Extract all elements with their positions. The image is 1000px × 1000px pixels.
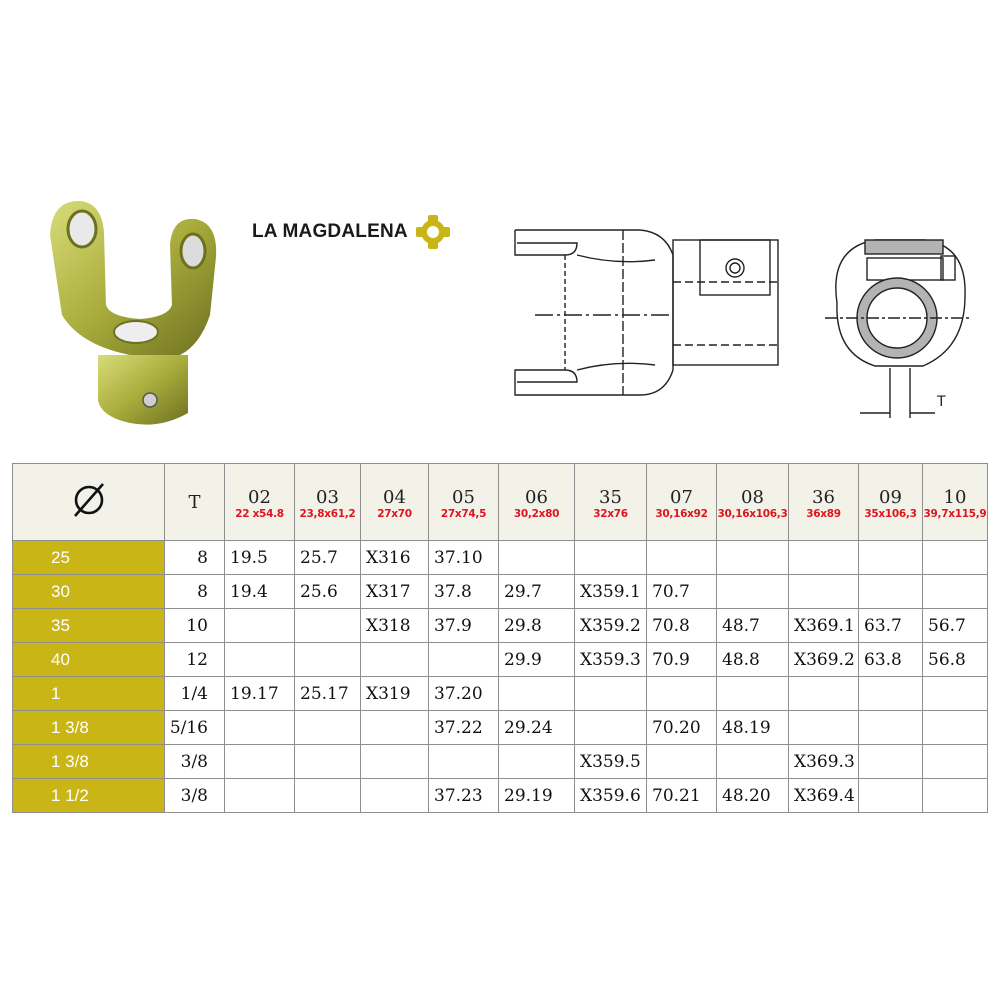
t-cell: 3/8	[165, 779, 225, 813]
col-code: 36	[812, 487, 835, 508]
col-code: 03	[316, 487, 339, 508]
col-code: 08	[741, 487, 764, 508]
col-code: 06	[525, 487, 548, 508]
table-cell: X369.2	[789, 643, 859, 677]
col-header	[575, 464, 647, 541]
table-cell: 56.8	[923, 643, 988, 677]
diameter-cell: 1 1/2	[13, 779, 165, 813]
col-header	[859, 464, 923, 541]
table-cell	[859, 677, 923, 711]
col-dim: 39,7x115,9	[923, 508, 987, 520]
table-cell: 19.17	[225, 677, 295, 711]
table-row	[13, 677, 988, 711]
table-cell: 37.23	[429, 779, 499, 813]
table-cell: X369.4	[789, 779, 859, 813]
table-cell: 37.8	[429, 575, 499, 609]
col-dim: 30,16x106,3	[717, 508, 788, 520]
col-header	[361, 464, 429, 541]
table-cell	[923, 677, 988, 711]
table-cell	[859, 711, 923, 745]
col-dim: 32x76	[593, 508, 628, 520]
col-header	[499, 464, 575, 541]
table-cell: X317	[361, 575, 429, 609]
table-cell	[789, 575, 859, 609]
t-cell: 5/16	[165, 711, 225, 745]
table-cell	[361, 643, 429, 677]
table-cell	[647, 541, 717, 575]
table-cell	[429, 745, 499, 779]
table-cell: 37.22	[429, 711, 499, 745]
table-cell	[923, 575, 988, 609]
table-cell	[575, 677, 647, 711]
col-code: 10	[943, 487, 967, 508]
table-cell: 37.10	[429, 541, 499, 575]
diameter-cell: 1 3/8	[13, 745, 165, 779]
table-cell	[225, 609, 295, 643]
col-header	[647, 464, 717, 541]
col-header	[295, 464, 361, 541]
side-view-drawing	[505, 210, 785, 415]
table-cell: X359.1	[575, 575, 647, 609]
table-cell	[789, 677, 859, 711]
table-cell	[225, 745, 295, 779]
table-cell: 70.9	[647, 643, 717, 677]
table-cell	[923, 745, 988, 779]
table-cell: 63.8	[859, 643, 923, 677]
dimension-label: T	[937, 394, 946, 410]
table-cell	[717, 575, 789, 609]
table-cell	[859, 745, 923, 779]
table-cell: 19.4	[225, 575, 295, 609]
header-row	[13, 464, 988, 541]
table-cell	[859, 779, 923, 813]
table-cell	[499, 677, 575, 711]
brand-name: LA MAGDALENA	[252, 221, 408, 242]
table-cell: X369.3	[789, 745, 859, 779]
table-cell	[575, 541, 647, 575]
cross-ring-logo	[416, 215, 450, 249]
table-cell: 48.20	[717, 779, 789, 813]
table-row	[13, 541, 988, 575]
col-header	[225, 464, 295, 541]
table-cell: 63.7	[859, 609, 923, 643]
table-cell	[717, 677, 789, 711]
table-cell	[499, 745, 575, 779]
col-code: 04	[383, 487, 406, 508]
col-header	[789, 464, 859, 541]
t-cell: 3/8	[165, 745, 225, 779]
table-cell	[717, 541, 789, 575]
table-cell: 37.9	[429, 609, 499, 643]
t-cell: 8	[165, 575, 225, 609]
t-cell: 10	[165, 609, 225, 643]
table-cell: 29.7	[499, 575, 575, 609]
table-cell	[295, 609, 361, 643]
table-cell: 70.8	[647, 609, 717, 643]
table-cell: X359.2	[575, 609, 647, 643]
table-cell	[923, 779, 988, 813]
table-cell	[295, 779, 361, 813]
table-row	[13, 745, 988, 779]
col-dim: 22 x54.8	[235, 508, 284, 520]
table-cell: 70.7	[647, 575, 717, 609]
table-cell	[361, 745, 429, 779]
table-cell: 29.19	[499, 779, 575, 813]
col-header	[429, 464, 499, 541]
table-cell: X359.5	[575, 745, 647, 779]
table-cell: 70.20	[647, 711, 717, 745]
table-cell	[647, 745, 717, 779]
table-cell: 25.6	[295, 575, 361, 609]
table-cell	[789, 541, 859, 575]
table-row	[13, 609, 988, 643]
col-code: 07	[670, 487, 693, 508]
diameter-header	[13, 464, 165, 541]
brand	[252, 212, 450, 252]
table-cell: X359.6	[575, 779, 647, 813]
table-cell: X318	[361, 609, 429, 643]
table-cell: X316	[361, 541, 429, 575]
col-dim: 27x70	[377, 508, 412, 520]
col-dim: 36x89	[806, 508, 841, 520]
table-cell	[647, 677, 717, 711]
table-cell	[361, 779, 429, 813]
t-header: T	[165, 464, 225, 541]
diameter-cell: 1	[13, 677, 165, 711]
diameter-cell: 25	[13, 541, 165, 575]
col-header	[717, 464, 789, 541]
table-cell	[717, 745, 789, 779]
table-cell: 37.20	[429, 677, 499, 711]
col-dim: 30,16x92	[655, 508, 708, 520]
table-cell: 48.19	[717, 711, 789, 745]
table-cell: 25.7	[295, 541, 361, 575]
spec-table	[12, 463, 988, 813]
t-cell: 12	[165, 643, 225, 677]
table-cell	[859, 575, 923, 609]
col-dim: 27x74,5	[440, 508, 487, 520]
col-dim: 35x106,3	[864, 508, 917, 520]
table-cell	[295, 745, 361, 779]
table-cell: 29.24	[499, 711, 575, 745]
table-cell	[789, 711, 859, 745]
table-cell	[499, 541, 575, 575]
table-cell: 19.5	[225, 541, 295, 575]
diameter-cell: 1 3/8	[13, 711, 165, 745]
diameter-cell: 30	[13, 575, 165, 609]
table-cell: X369.1	[789, 609, 859, 643]
table-row	[13, 643, 988, 677]
diameter-cell: 40	[13, 643, 165, 677]
table-cell	[361, 711, 429, 745]
table-cell: 48.7	[717, 609, 789, 643]
yoke-photo	[40, 195, 240, 435]
table-cell: 70.21	[647, 779, 717, 813]
diameter-symbol-icon	[67, 478, 111, 522]
table-cell	[575, 711, 647, 745]
t-cell: 1/4	[165, 677, 225, 711]
table-cell	[923, 711, 988, 745]
col-dim: 23,8x61,2	[299, 508, 356, 520]
col-dim: 30,2x80	[513, 508, 560, 520]
diameter-cell: 35	[13, 609, 165, 643]
col-code: 02	[248, 487, 271, 508]
table-cell	[859, 541, 923, 575]
table-cell	[429, 643, 499, 677]
table-cell: 48.8	[717, 643, 789, 677]
table-cell	[923, 541, 988, 575]
table-cell: 56.7	[923, 609, 988, 643]
table-cell	[225, 711, 295, 745]
table-cell	[225, 779, 295, 813]
col-code: 05	[452, 487, 475, 508]
table-cell	[225, 643, 295, 677]
table-body	[13, 541, 988, 813]
col-code: 35	[599, 487, 622, 508]
t-cell: 8	[165, 541, 225, 575]
section-view-drawing	[815, 218, 975, 430]
table-cell	[295, 643, 361, 677]
table-cell: X319	[361, 677, 429, 711]
table-cell: X359.3	[575, 643, 647, 677]
table-cell: 29.8	[499, 609, 575, 643]
col-code: 09	[879, 487, 902, 508]
table-row	[13, 575, 988, 609]
table-cell: 29.9	[499, 643, 575, 677]
table-cell: 25.17	[295, 677, 361, 711]
table-cell	[295, 711, 361, 745]
table-row	[13, 711, 988, 745]
col-header	[923, 464, 988, 541]
table-row	[13, 779, 988, 813]
